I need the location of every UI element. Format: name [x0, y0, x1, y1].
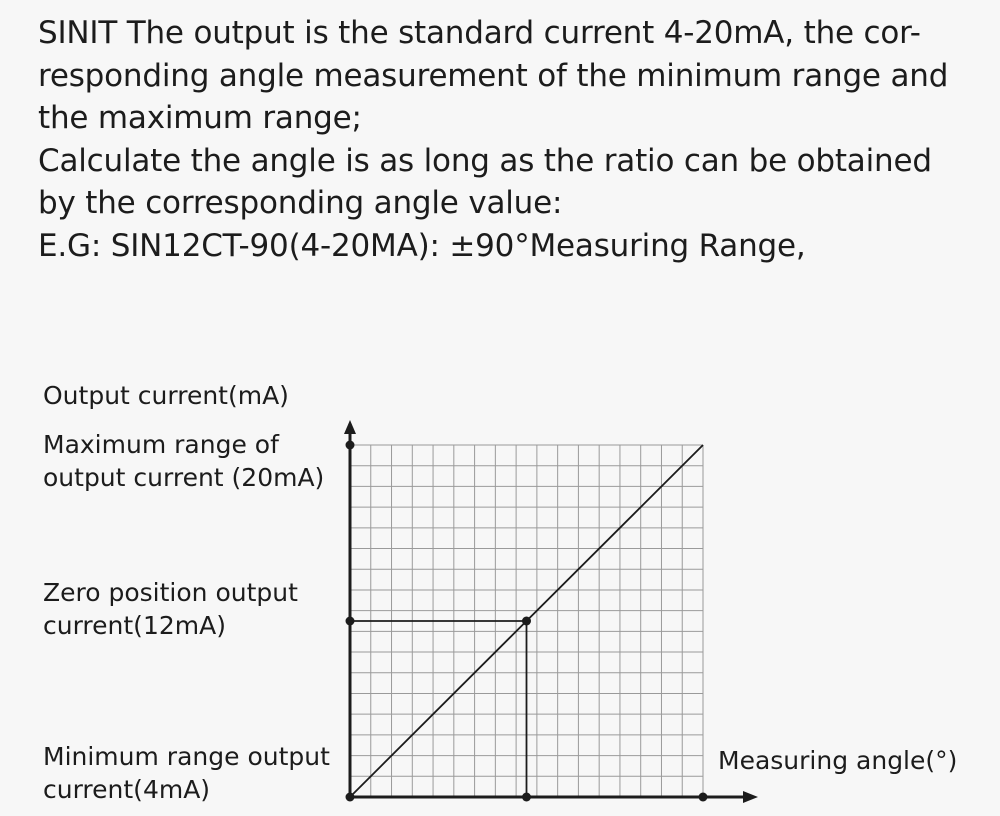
max-angle-point — [699, 793, 708, 802]
intro-line: E.G: SIN12CT-90(4-20MA): ±90°Measuring Range, — [38, 227, 806, 264]
zero-current-point — [346, 617, 355, 626]
zero-current-label-line2: current(12mA) — [43, 611, 226, 640]
y-axis-arrow-icon — [344, 420, 356, 434]
zero-angle-point — [522, 793, 531, 802]
origin-point — [346, 793, 355, 802]
zero-current-label-line1: Zero position output — [43, 578, 298, 607]
intro-line: SINIT The output is the standard current 4-20mA, the cor- — [38, 15, 921, 51]
x-axis-arrow-icon — [743, 791, 758, 803]
intro-line: the maximum range; — [38, 100, 362, 136]
intro-line: by the corresponding angle value: — [38, 185, 563, 221]
intro-line: responding angle measurement of the minimum range and — [38, 57, 949, 94]
min-current-label-line2: current(4mA) — [43, 775, 211, 804]
y-axis-label: Output current(mA) — [43, 381, 289, 410]
max-current-point — [346, 441, 355, 450]
max-current-label-line2: output current (20mA) — [43, 463, 325, 492]
zero-position-point — [522, 617, 531, 626]
intro-line: Calculate the angle is as long as the ratio can be obtained — [38, 142, 932, 179]
x-axis-label: Measuring angle(°) — [718, 746, 958, 775]
max-current-label-line1: Maximum range of — [43, 430, 279, 459]
min-current-label-line1: Minimum range output — [43, 742, 330, 771]
